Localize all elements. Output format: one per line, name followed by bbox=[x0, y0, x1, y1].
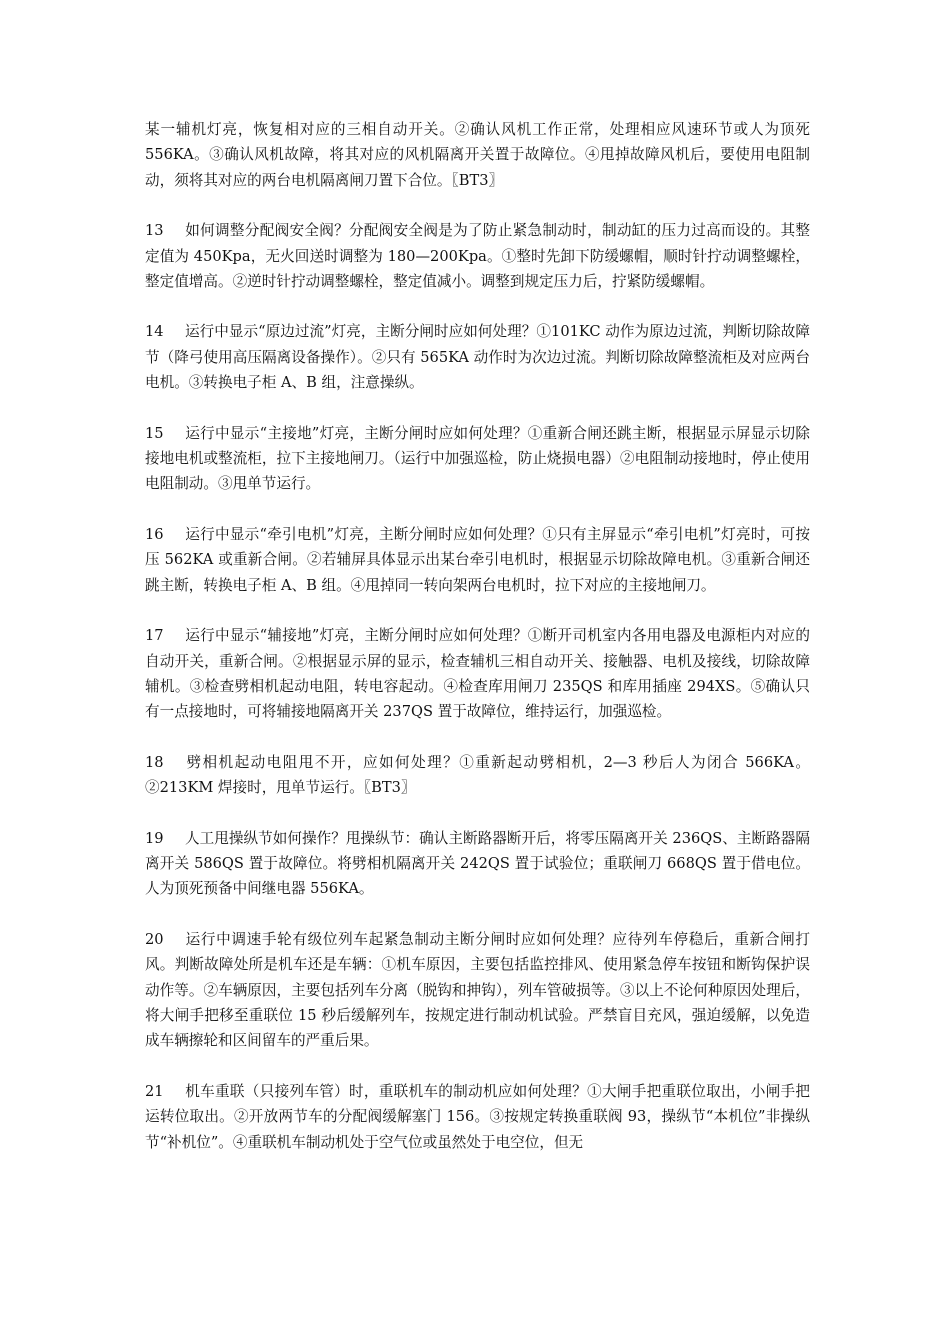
paragraph-20 bbox=[145, 927, 810, 1054]
paragraph-14 bbox=[145, 319, 810, 395]
paragraph-continuation bbox=[145, 117, 810, 193]
paragraph-number: 18 bbox=[145, 753, 164, 771]
paragraph-number: 17 bbox=[145, 627, 164, 645]
paragraph-number: 15 bbox=[145, 424, 164, 442]
paragraph-18 bbox=[145, 750, 810, 801]
paragraph-number: 14 bbox=[145, 323, 164, 341]
paragraph-text: 劈相机起动电阻甩不开，应如何处理？①重新起动劈相机，2—3 秒后人为闭合 566KA。②213KM 焊接时，甩单节运行。〖BT3〗 bbox=[145, 753, 810, 797]
paragraph-15 bbox=[145, 421, 810, 497]
paragraph-number: 21 bbox=[145, 1082, 164, 1100]
paragraph-13 bbox=[145, 218, 810, 294]
paragraph-21 bbox=[145, 1079, 810, 1155]
paragraph-text: 运行中调速手轮有级位列车起紧急制动主断分闸时应如何处理？应待列车停稳后，重新合闸打风。判断故障处所是机车还是车辆：①机车原因，主要包括监控排风、使用紧急停车按钮和断钩保护误动作等。②车辆原因，主要包括列车分离（脱钩和抻钩），列车管破损等。③以上不论何种原因处理后，将大闸手把移至重联位 15 秒后缓解列车，按规定进行制动机试验。严禁盲目充风，强迫缓解，以免造成车辆擦轮和区间留车的严重后果。 bbox=[145, 930, 810, 1050]
paragraph-16 bbox=[145, 522, 810, 598]
paragraph-text: 运行中显示“牵引电机”灯亮，主断分闸时应如何处理？①只有主屏显示“牵引电机”灯亮时，可按压 562KA 或重新合闸。②若辅屏具体显示出某台牵引电机时，根据显示切除故障电机。③重新合闸还跳主断，转换电子柜 A、B 组。④甩掉同一转向架两台电机时，拉下对应的主接地闸刀。 bbox=[145, 525, 810, 594]
paragraph-text: 人工甩操纵节如何操作？甩操纵节：确认主断路器断开后，将零压隔离开关 236QS、主断路器隔离开关 586QS 置于故障位。将劈相机隔离开关 242QS 置于试验位；重联闸刀 668QS 置于借电位。人为顶死预备中间继电器 556KA。 bbox=[145, 829, 810, 898]
paragraph-text: 如何调整分配阀安全阀？分配阀安全阀是为了防止紧急制动时，制动缸的压力过高而设的。其整定值为 450Kpa，无火回送时调整为 180—200Kpa。①整时先卸下防缓螺帽，顺时针拧动调整螺栓，整定值增高。②逆时针拧动调整螺栓，整定值减小。调整到规定压力后，拧紧防缓螺帽。 bbox=[145, 222, 810, 291]
paragraph-text: 运行中显示“原边过流”灯亮，主断分闸时应如何处理？①101KC 动作为原边过流，判断切除故障节（降弓使用高压隔离设备操作）。②只有 565KA 动作时为次边过流。判断切除故障整流柜及对应两台电机。③转换电子柜 A、B 组，注意操纵。 bbox=[145, 323, 810, 392]
paragraph-text: 运行中显示“辅接地”灯亮，主断分闸时应如何处理？①断开司机室内各用电器及电源柜内对应的自动开关，重新合闸。②根据显示屏的显示，检查辅机三相自动开关、接触器、电机及接线，切除故障辅机。③检查劈相机起动电阻，转电容起动。④检查库用闸刀 235QS 和库用插座 294XS。⑤确认只有一点接地时，可将辅接地隔离开关 237QS 置于故障位，维持运行，加强巡检。 bbox=[145, 627, 810, 721]
paragraph-text: 运行中显示“主接地”灯亮，主断分闸时应如何处理？①重新合闸还跳主断，根据显示屏显示切除接地电机或整流柜，拉下主接地闸刀。（运行中加强巡检，防止烧损电器）②电阻制动接地时，停止使用电阻制动。③甩单节运行。 bbox=[145, 424, 810, 493]
paragraph-text: 某一辅机灯亮，恢复相对应的三相自动开关。②确认风机工作正常，处理相应风速环节或人为顶死 556KA。③确认风机故障，将其对应的风机隔离开关置于故障位。④甩掉故障风机后，要使用电阻制动，须将其对应的两台电机隔离闸刀置下合位。〖BT3〗 bbox=[145, 121, 810, 189]
paragraph-number: 19 bbox=[145, 829, 164, 847]
paragraph-19 bbox=[145, 826, 810, 902]
paragraph-number: 16 bbox=[145, 525, 164, 543]
paragraph-17 bbox=[145, 623, 810, 725]
paragraph-text: 机车重联（只接列车管）时，重联机车的制动机应如何处理？①大闸手把重联位取出，小闸手把运转位取出。②开放两节车的分配阀缓解塞门 156。③按规定转换重联阀 93，操纵节“本机位”非操纵节“补机位”。④重联机车制动机处于空气位或虽然处于电空位，但无 bbox=[145, 1082, 810, 1151]
paragraph-number: 20 bbox=[145, 930, 164, 948]
paragraph-number: 13 bbox=[145, 222, 164, 240]
